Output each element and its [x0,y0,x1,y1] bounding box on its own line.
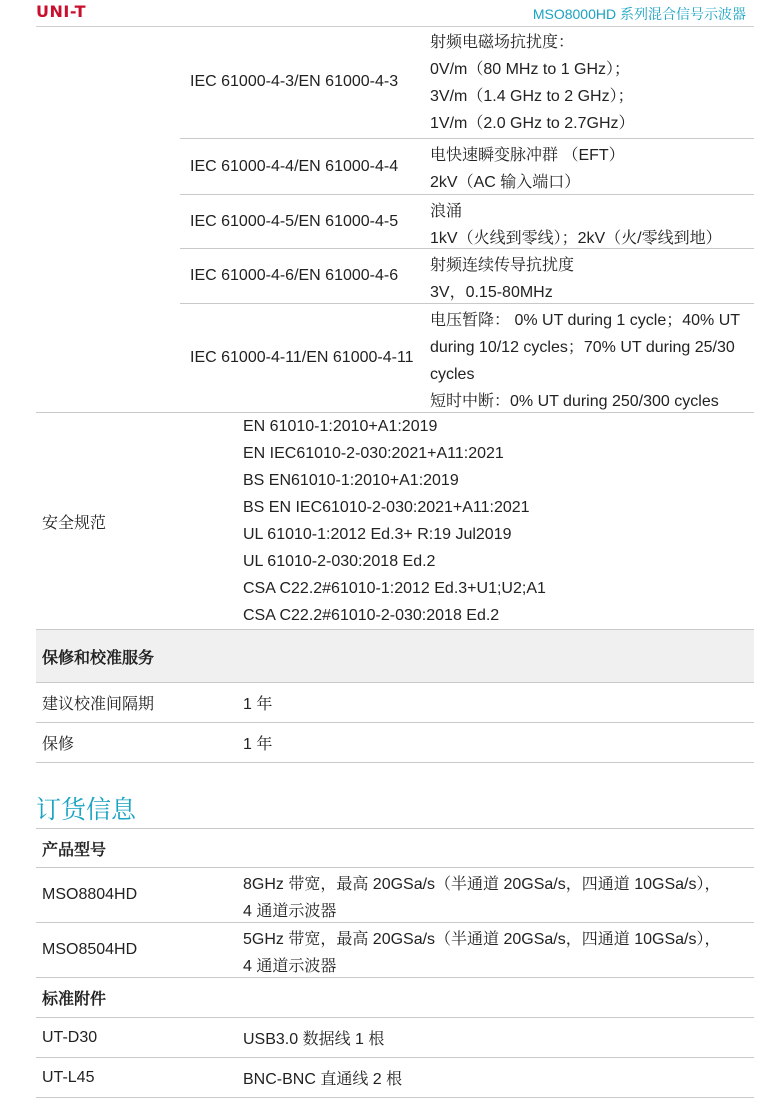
emc-line: 电快速瞬变脉冲群 （EFT） [430,147,625,164]
emc-standard: IEC 61000-4-4/EN 61000-4-4 [190,157,399,175]
emc-description [430,139,754,196]
table-row [36,1018,754,1058]
table-row [36,683,754,723]
table-row [36,868,754,923]
table-row [36,1058,754,1098]
emc-line: 短时中断：0% UT during 250/300 cycles [430,393,719,410]
safety-standards-row [36,412,754,630]
emc-line: 射频连续传导抗扰度 [430,257,575,274]
model-line: 4 通道示波器 [243,958,337,975]
emc-row [180,26,754,139]
emc-row [180,195,754,249]
safety-label: 安全规范 [42,515,107,532]
emc-table [180,26,754,412]
model-line: 4 通道示波器 [243,903,337,920]
safety-standard: UL 61010-1:2012 Ed.3+ R:19 Jul2019 [243,526,512,543]
emc-line: 1V/m（2.0 GHz to 2.7GHz） [430,115,635,132]
safety-standard: EN 61010-1:2010+A1:2019 [243,418,438,435]
emc-description [430,304,754,415]
model-description [243,926,720,980]
emc-standard: IEC 61000-4-11/EN 61000-4-11 [190,349,414,366]
emc-line: 1kV（火线到零线）；2kV（火/零线到地） [430,230,722,247]
safety-values [243,413,546,629]
emc-standard: IEC 61000-4-6/EN 61000-4-6 [190,267,399,284]
warranty-section-header: 保修和校准服务 [36,629,754,683]
row-value: 1 年 [243,696,273,713]
model-line: 8GHz 带宽，最高 20GSa/s（半通道 20GSa/s，四通道 10GSa/s）， [243,876,721,893]
safety-standard: BS EN IEC61010-2-030:2021+A11:2021 [243,499,530,516]
accessory-model: UT-D30 [42,1028,98,1046]
emc-row [180,249,754,304]
table-row [36,923,754,978]
accessory-description: USB3.0 数据线 1 根 [243,1031,385,1048]
brand-logo: UNI-T [36,2,87,21]
accessory-description: BNC-BNC 直通线 2 根 [243,1071,403,1088]
emc-line: during 10/12 cycles；70% UT during 25/30 [430,339,735,356]
document-title: MSO8000HD 系列混合信号示波器 [532,6,746,22]
emc-line: cycles [430,366,475,383]
safety-standard: CSA C22.2#61010-2-030:2018 Ed.2 [243,607,500,624]
emc-line: 3V/m（1.4 GHz to 2 GHz）； [430,88,634,105]
emc-line: 电压暂降： 0% UT during 1 cycle；40% UT [430,312,741,329]
table-row [36,723,754,763]
emc-line: 2kV（AC 输入端口） [430,174,581,191]
emc-line: 浪涌 [430,203,463,220]
model-name: MSO8504HD [42,941,138,958]
emc-description [430,249,754,306]
emc-row [180,139,754,195]
emc-line: 0V/m（80 MHz to 1 GHz）； [430,61,631,78]
row-value: 1 年 [243,736,273,753]
model-line: 5GHz 带宽，最高 20GSa/s（半通道 20GSa/s，四通道 10GSa/s）， [243,931,721,948]
emc-standard: IEC 61000-4-5/EN 61000-4-5 [190,212,399,230]
model-name: MSO8804HD [42,886,138,903]
emc-line: 射频电磁场抗扰度： [430,34,575,51]
emc-description [430,195,754,252]
ordering-title: 订货信息 [36,796,137,824]
safety-standard: CSA C22.2#61010-1:2012 Ed.3+U1;U2;A1 [243,580,546,597]
accessories-header: 标准附件 [36,978,754,1018]
emc-description [430,26,754,137]
safety-standard: BS EN61010-1:2010+A1:2019 [243,472,459,489]
safety-standard: UL 61010-2-030:2018 Ed.2 [243,553,436,570]
safety-standard: EN IEC61010-2-030:2021+A11:2021 [243,445,504,462]
page-header [0,0,780,26]
model-description [243,871,720,925]
accessory-model: UT-L45 [42,1068,95,1086]
models-header: 产品型号 [36,828,754,868]
emc-standard: IEC 61000-4-3/EN 61000-4-3 [190,73,399,90]
row-key: 建议校准间隔期 [42,696,155,713]
row-key: 保修 [42,736,75,753]
emc-row [180,304,754,412]
emc-line: 3V，0.15-80MHz [430,284,553,301]
